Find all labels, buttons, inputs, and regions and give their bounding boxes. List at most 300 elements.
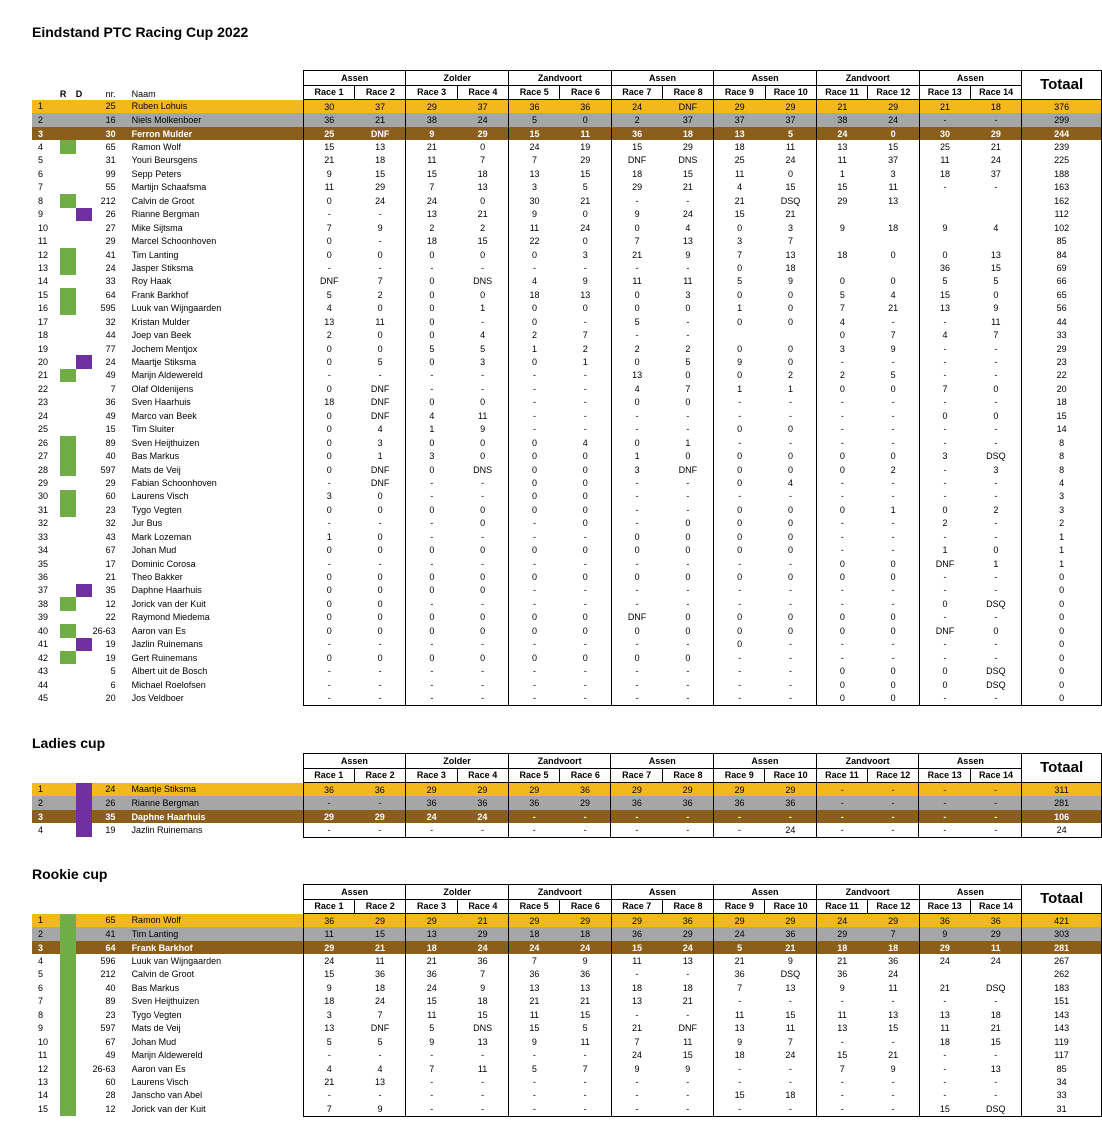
race-result: 0: [611, 396, 662, 409]
position: 16: [38, 303, 49, 314]
race-result: 7: [480, 969, 486, 980]
race-result: 3: [377, 437, 383, 448]
header-spacer: [60, 71, 76, 86]
race-result: 18: [990, 1009, 1001, 1020]
rookie-marker: [60, 651, 76, 664]
race-result: 0: [685, 652, 691, 663]
driver-name: Roy Haak: [131, 276, 172, 287]
race-result: DSQ: [986, 598, 1006, 609]
race-result: -: [816, 584, 867, 597]
total-points: 33: [1022, 328, 1102, 341]
car-number: 26: [105, 209, 116, 220]
car-number: 24: [105, 357, 116, 368]
race-result: 18: [508, 927, 559, 940]
header-spacer: [32, 885, 60, 900]
race-result: -: [406, 597, 457, 610]
race-result: 21: [355, 941, 406, 954]
driver-name: Sven Haarhuis: [131, 397, 191, 408]
race-result: DNF: [662, 100, 713, 114]
race-result: 9: [480, 982, 486, 993]
standings-row: [32, 248, 1102, 261]
race-result: -: [509, 396, 560, 409]
race-result: -: [509, 530, 560, 543]
race-result: -: [611, 194, 662, 207]
standings-row: [32, 396, 1102, 409]
race-result: [765, 328, 816, 341]
race-result: 18: [682, 982, 693, 993]
r-cell: [60, 517, 76, 530]
race-result: 0: [919, 503, 970, 516]
race-result: -: [583, 679, 587, 690]
race-result: 13: [888, 195, 899, 206]
race-result: 18: [816, 941, 867, 954]
race-result: 36: [303, 783, 354, 797]
rookie-marker: [60, 490, 76, 503]
race-result: 0: [509, 651, 560, 664]
driver-name: Fabian Schoonhoven: [131, 477, 217, 488]
race-result: 0: [685, 397, 691, 408]
race-result: 5: [406, 1022, 457, 1035]
race-result: 3: [890, 168, 896, 179]
race-header: Race 5: [509, 85, 560, 100]
race-result: 0: [582, 451, 588, 462]
race-result: 0: [787, 357, 793, 368]
d-cell: [76, 927, 92, 940]
driver-name: Jorick van der Kuit: [131, 598, 206, 609]
race-result: 0: [816, 611, 867, 624]
race-result: 0: [582, 625, 588, 636]
race-result: 0: [303, 409, 354, 422]
header-spacer: [32, 85, 60, 100]
race-result: 9: [582, 276, 588, 287]
race-result: -: [891, 410, 895, 421]
race-result: -: [816, 823, 867, 837]
race-result: 21: [990, 1023, 1001, 1034]
standings-row: [32, 234, 1102, 247]
race-result: 0: [509, 503, 560, 516]
race-result: -: [919, 570, 970, 583]
race-result: -: [583, 397, 587, 408]
race-result: 0: [480, 504, 486, 515]
standings-row: [32, 914, 1102, 928]
race-result: 0: [406, 503, 457, 516]
race-result: 0: [480, 572, 486, 583]
standings-row: [32, 927, 1102, 940]
race-header: Race 8: [662, 768, 713, 783]
d-cell: [76, 476, 92, 489]
race-result: 0: [787, 316, 793, 327]
race-result: -: [303, 678, 354, 691]
race-result: 18: [406, 234, 457, 247]
car-number: 99: [105, 168, 116, 179]
car-number: 29: [105, 477, 116, 488]
race-result: 21: [785, 209, 796, 220]
race-result: 0: [919, 409, 970, 422]
race-result: 15: [355, 927, 406, 940]
race-result: 0: [816, 449, 867, 462]
race-result: 9: [685, 1063, 691, 1074]
race-result: 15: [509, 127, 560, 140]
race-result: -: [919, 342, 970, 355]
race-result: -: [714, 810, 765, 823]
rookie-marker: [60, 1022, 76, 1035]
race-header: Race 13: [919, 768, 970, 783]
race-result: 9: [714, 355, 765, 368]
d-cell: [76, 1035, 92, 1048]
race-result: 9: [919, 927, 970, 940]
race-result: 36: [477, 956, 488, 967]
race-result: 29: [508, 914, 559, 928]
race-result: 29: [662, 783, 713, 797]
standings-row: [32, 127, 1102, 140]
race-result: 0: [582, 464, 588, 475]
standings-row: [32, 1062, 1102, 1075]
race-result: 13: [714, 127, 765, 140]
race-result: -: [611, 423, 662, 436]
total-points: 0: [1022, 584, 1102, 597]
standings-row: [32, 796, 1102, 809]
race-result: -: [816, 651, 867, 664]
total-points: 119: [1022, 1035, 1102, 1048]
position: 39: [38, 612, 49, 623]
totaal-header: Totaal: [1022, 71, 1102, 100]
race-result: 0: [685, 545, 691, 556]
race-result: 3: [509, 181, 560, 194]
race-result: -: [583, 598, 587, 609]
position: 9: [38, 1023, 44, 1034]
total-points: 18: [1022, 396, 1102, 409]
race-result: -: [378, 370, 382, 381]
race-result: -: [788, 679, 792, 690]
race-result: 2: [480, 222, 486, 233]
car-number: 67: [105, 1036, 116, 1047]
race-result: 29: [303, 941, 354, 954]
r-cell: [60, 783, 76, 797]
race-result: 7: [611, 1035, 662, 1048]
race-result: -: [686, 504, 690, 515]
race-header: Race 12: [868, 85, 919, 100]
car-number: 64: [105, 289, 116, 300]
position: 21: [38, 370, 49, 381]
race-result: 0: [377, 249, 383, 260]
standings-row: [32, 167, 1102, 180]
race-result: -: [583, 531, 587, 542]
position: 3: [32, 941, 60, 954]
standings-row: [32, 783, 1102, 797]
race-result: -: [378, 209, 382, 220]
total-points: 162: [1022, 194, 1102, 207]
race-header: Race 9: [714, 85, 765, 100]
race-result: -: [583, 1050, 587, 1061]
car-number: 30: [92, 127, 132, 140]
race-result: -: [891, 477, 895, 488]
race-result: -: [508, 823, 559, 837]
driver-name: Jur Bus: [131, 518, 163, 529]
race-header: Race 1: [303, 768, 354, 783]
driver-name: Martijn Schaafsma: [131, 182, 207, 193]
race-result: [970, 968, 1021, 981]
race-result: 4: [480, 330, 486, 341]
race-result: -: [788, 598, 792, 609]
race-result: -: [406, 638, 457, 651]
race-result: [970, 208, 1021, 221]
race-result: -: [406, 530, 457, 543]
standings-row: [32, 1102, 1102, 1116]
race-result: 36: [508, 796, 559, 809]
total-points: 188: [1022, 167, 1102, 180]
race-result: 21: [714, 194, 765, 207]
race-result: -: [891, 652, 895, 663]
race-result: 5: [406, 342, 457, 355]
race-result: -: [457, 691, 508, 705]
car-number: 19: [105, 652, 116, 663]
race-result: -: [406, 476, 457, 489]
total-points: 267: [1022, 954, 1102, 967]
race-result: 36: [611, 927, 662, 940]
race-result: 36: [662, 796, 713, 809]
race-result: -: [686, 639, 690, 650]
race-result: -: [481, 1090, 485, 1101]
track-header: Assen: [714, 71, 817, 86]
standings-row: [32, 651, 1102, 664]
race-result: -: [919, 691, 970, 705]
race-result: 0: [406, 436, 457, 449]
total-points: 69: [1022, 261, 1102, 274]
race-result: -: [686, 969, 690, 980]
race-result: 13: [714, 1022, 765, 1035]
total-points: 299: [1022, 113, 1102, 126]
race-result: -: [816, 543, 867, 556]
race-result: 24: [816, 914, 867, 928]
race-result: 24: [580, 222, 591, 233]
position: 1: [32, 783, 60, 797]
car-number: 25: [92, 100, 132, 114]
position: 10: [38, 222, 49, 233]
race-result: 15: [888, 1023, 899, 1034]
d-cell: [76, 995, 92, 1008]
race-result: 29: [816, 927, 867, 940]
r-cell: [60, 409, 76, 422]
race-result: 29: [354, 810, 405, 823]
race-result: -: [378, 518, 382, 529]
race-result: -: [611, 476, 662, 489]
r-cell: [60, 208, 76, 221]
race-result: -: [714, 584, 765, 597]
race-result: 1: [406, 423, 457, 436]
race-result: -: [714, 490, 765, 503]
race-result: 29: [560, 796, 611, 809]
race-result: -: [816, 1075, 867, 1088]
race-result: -: [509, 369, 560, 382]
race-result: -: [583, 383, 587, 394]
race-result: 11: [406, 154, 457, 167]
race-result: DNF: [919, 557, 970, 570]
position: 41: [38, 639, 49, 650]
standings-row: [32, 691, 1102, 705]
d-cell: [76, 981, 92, 994]
race-header: Race 3: [406, 768, 457, 783]
total-points: 85: [1022, 1062, 1102, 1075]
track-header: Assen: [611, 71, 714, 86]
driver-name: Ferron Mulder: [132, 127, 304, 140]
race-result: 37: [888, 155, 899, 166]
race-header: Race 14: [970, 768, 1021, 783]
race-result: -: [788, 996, 792, 1007]
race-result: 36: [714, 796, 765, 809]
position: 19: [38, 343, 49, 354]
race-result: -: [509, 423, 560, 436]
race-result: 15: [990, 1036, 1001, 1047]
race-result: -: [891, 316, 895, 327]
race-result: 18: [970, 100, 1021, 114]
race-result: -: [919, 490, 970, 503]
race-result: 0: [714, 261, 765, 274]
standings-row: [32, 543, 1102, 556]
standings-row: [32, 194, 1102, 207]
car-number: 65: [92, 914, 132, 928]
race-result: 4: [582, 437, 588, 448]
race-result: 18: [406, 941, 457, 954]
race-result: 0: [582, 572, 588, 583]
total-points: 0: [1022, 611, 1102, 624]
race-result: 11: [683, 276, 693, 287]
position: 5: [38, 155, 44, 166]
ladies-marker: [76, 355, 92, 368]
race-result: 24: [714, 927, 765, 940]
race-result: -: [994, 437, 998, 448]
standings-row: [32, 275, 1102, 288]
race-result: -: [509, 261, 560, 274]
race-result: -: [303, 691, 354, 705]
race-result: -: [583, 1090, 587, 1101]
race-result: -: [919, 436, 970, 449]
car-number: 26-63: [92, 625, 116, 636]
race-result: 0: [509, 463, 560, 476]
race-result: 18: [611, 167, 662, 180]
standings-row: [32, 1035, 1102, 1048]
header-spacer: [60, 754, 76, 769]
race-result: 21: [611, 248, 662, 261]
race-result: 13: [375, 142, 386, 153]
race-result: 11: [888, 982, 898, 993]
main-standings-table: [32, 70, 1102, 706]
race-result: 1: [890, 504, 896, 515]
car-number: 43: [105, 531, 116, 542]
race-result: 13: [682, 236, 693, 247]
race-result: 13: [580, 982, 591, 993]
race-result: 24: [816, 127, 867, 140]
race-result: 13: [919, 1008, 970, 1021]
race-result: 1: [919, 543, 970, 556]
race-result: 18: [888, 222, 899, 233]
driver-name: Ramon Wolf: [131, 142, 182, 153]
total-points: 244: [1022, 127, 1102, 140]
race-result: 7: [377, 276, 383, 287]
race-result: 0: [787, 531, 793, 542]
race-result: 2: [611, 342, 662, 355]
race-result: 24: [990, 956, 1001, 967]
track-header: Zandvoort: [816, 754, 919, 769]
race-result: 0: [685, 518, 691, 529]
race-result: -: [509, 664, 560, 677]
race-result: 0: [890, 666, 896, 677]
race-result: -: [714, 396, 765, 409]
race-result: 0: [377, 572, 383, 583]
race-result: 1: [509, 342, 560, 355]
position: 11: [38, 1050, 48, 1061]
race-result: 0: [816, 328, 867, 341]
driver-name: Tim Lanting: [132, 927, 304, 940]
race-result: 29: [714, 914, 765, 928]
race-result: 18: [714, 1048, 765, 1061]
race-result: 0: [480, 437, 486, 448]
d-cell: [76, 234, 92, 247]
race-result: 0: [406, 315, 457, 328]
standings-row: [32, 823, 1102, 837]
rookie-cup-table: [32, 884, 1102, 1117]
race-result: DSQ: [780, 969, 801, 980]
race-result: 0: [509, 436, 560, 449]
driver-name: Ruben Lohuis: [132, 100, 304, 114]
car-number: 36: [105, 397, 116, 408]
race-result: 4: [816, 315, 867, 328]
race-result: 29: [406, 914, 457, 928]
race-result: 0: [303, 436, 354, 449]
race-result: [868, 234, 919, 247]
race-result: 0: [787, 572, 793, 583]
race-result: 0: [509, 490, 560, 503]
race-result: 24: [785, 155, 796, 166]
driver-name: Jochem Mentjox: [131, 343, 198, 354]
track-header: Assen: [611, 885, 714, 900]
d-cell: [76, 503, 92, 516]
r-cell: [60, 355, 76, 368]
position: 15: [38, 1104, 49, 1115]
race-result: -: [303, 638, 354, 651]
total-points: 65: [1022, 288, 1102, 301]
race-result: 13: [919, 302, 970, 315]
race-result: 29: [611, 783, 662, 797]
race-result: 0: [480, 249, 486, 260]
position: 8: [38, 1009, 44, 1020]
race-result: 15: [816, 1048, 867, 1061]
race-result: 0: [509, 624, 560, 637]
race-result: 7: [377, 1009, 383, 1020]
race-result: -: [788, 410, 792, 421]
race-result: 21: [406, 954, 457, 967]
race-result: -: [303, 261, 354, 274]
race-result: 21: [580, 195, 591, 206]
race-result: 0: [509, 449, 560, 462]
race-result: -: [788, 437, 792, 448]
car-number: 49: [105, 410, 116, 421]
race-result: 5: [509, 113, 560, 126]
race-result: 15: [714, 208, 765, 221]
race-result: 3: [714, 234, 765, 247]
driver-name: Jazlin Ruinemans: [131, 825, 203, 836]
race-header: Race 7: [611, 899, 662, 914]
race-result: 18: [509, 288, 560, 301]
r-cell: [60, 570, 76, 583]
race-result: 7: [480, 155, 486, 166]
standings-row: [32, 355, 1102, 368]
race-result: 11: [611, 954, 662, 967]
car-number: 596: [100, 956, 116, 967]
race-result: 24: [765, 823, 816, 837]
race-result: -: [457, 823, 508, 837]
d-cell: [76, 1075, 92, 1088]
car-number: 16: [92, 113, 132, 126]
